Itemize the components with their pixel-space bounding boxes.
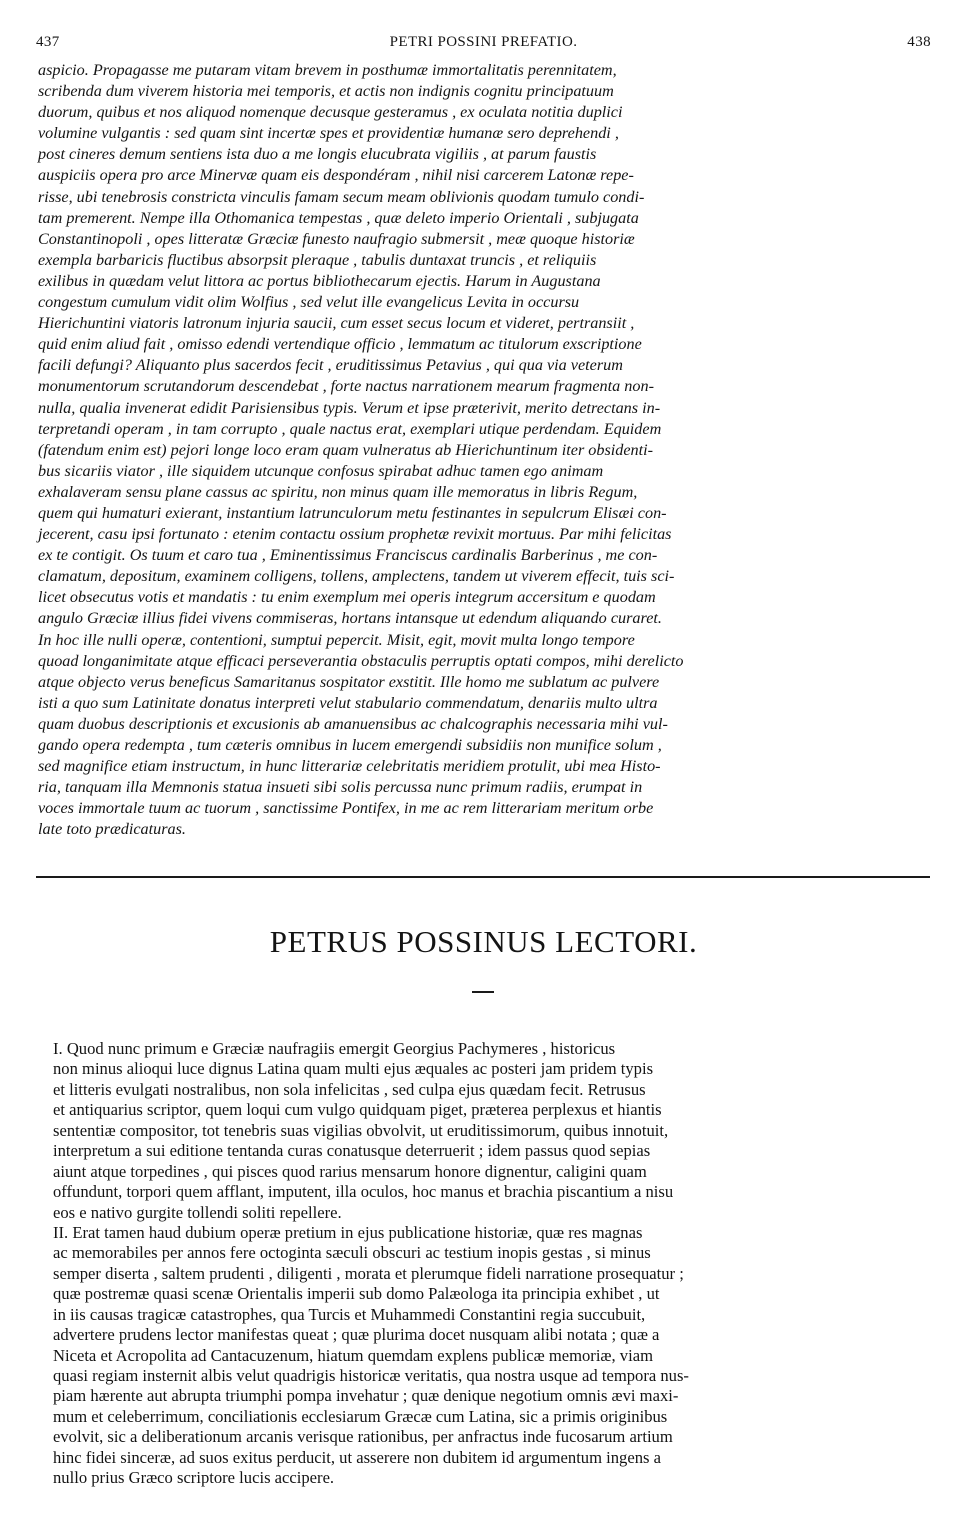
preface-line: Constantinopoli , opes litteratæ Græciæ funesto naufragio submersit , meæ quoque historiæ (38, 229, 635, 248)
preface-line: angulo Græciæ illius fidei vivens commiseras, hortans intansque ut edendum aliquando curaret. (38, 609, 662, 628)
preface-line: quam duobus descriptionis et excusionis ab amanuensibus ac chalcographis necessaria mihi vul- (38, 714, 668, 733)
preface-line: terpretandi operam , in tam corrupto , quale nactus erat, exemplari utique perdendam. Equidem (38, 419, 662, 438)
preface-line: quoad longanimitate atque efficaci perseverantia obstaculis perruptis optati compos, mihi derelicto (38, 651, 684, 670)
reader-line: I. Quod nunc primum e Græciæ naufragiis emergit Georgius Pachymeres , historicus (53, 1039, 616, 1058)
preface-line: exempla barbaricis fluctibus absorpsit pleraque , tabulis duntaxat truncis , et reliquiis (38, 250, 597, 269)
reader-line: piam hærente aut abrupta triumphi pompa invehatur ; quæ denique negotium omnis ævi maxi- (53, 1386, 679, 1406)
reader-line: II. Erat tamen haud dubium operæ pretium in ejus publicatione historiæ, quæ res magnas (53, 1222, 643, 1242)
preface-line: quem qui humaturi exierant, instantium latrunculorum metu festinantes in sepulcrum Elisæi con- (38, 503, 667, 522)
preface-line: tam premerent. Nempe illa Othomanica tempestas , quæ deleto imperio Orientali , subjugata (38, 208, 639, 227)
reader-line: evolvit, sic a deliberationum arcanis verisque rationibus, per anfractus inde fucosarum artium (53, 1427, 673, 1447)
preface-line: facili defungi? Aliquanto plus sacerdos fecit , eruditissimus Petavius , qui qua via veterum (38, 356, 623, 375)
preface-line: exhalaveram sensu plane cassus ac spiritu, non minus quam ille memoratus in libris Regum, (38, 482, 638, 501)
preface-line: risse, ubi tenebrosis constricta vinculis famam secum meam oblivionis quodam tumulo condi- (38, 187, 645, 206)
preface-line: Hierichuntini viatoris latronum injuria saucii, cum esset secus locum et videret, pertransiit , (38, 314, 635, 333)
preface-line: isti a quo sum Latinitate donatus interpreti velut stabulario commendatum, denariis multo ultra (38, 693, 658, 712)
section-divider (36, 876, 930, 878)
reader-line: et litteris evulgati nostralibus, non sola infelicitas , sed culpa ejus quædam fecit. Retrusus (53, 1079, 646, 1099)
reader-line: non minus alioqui luce dignus Latina quam multi ejus æquales ac posteri jam pridem typis (53, 1059, 654, 1079)
preface-line: (fatendum enim est) pejori longe loco eram quam vulneratus ab Hierichuntinum iter obsidenti- (38, 440, 654, 459)
reader-line: aiunt atque torpedines , qui pisces quod rarius mensarum honore dignentur, caligini quam (53, 1161, 647, 1181)
page-number-left: 437 (36, 34, 60, 50)
preface-line: clamatum, depositum, examinem colligens, tollens, amplectens, tandem ut viverem effecit, tuis sci- (38, 567, 675, 586)
preface-line: ria, tanquam illa Memnonis statua insueti sibi solis percussa nunc primum radiis, erumpat in (38, 778, 643, 797)
running-head-title: PETRI POSSINI PREFATIO. (389, 34, 578, 50)
reader-line: nullo prius Græco scriptore lucis accipere. (53, 1468, 335, 1488)
reader-line: in iis causas tragicæ catastrophes, qua Turcis et Muhammedi Constantini regia succubuit, (53, 1304, 646, 1324)
preface-line: bus sicariis viator , ille siquidem utcunque confosus spirabat adhuc tamen ego animam (38, 461, 604, 480)
reader-line: ac memorabiles per annos fere octoginta sæculi obscuri ac testium inopis gestas , si minus (53, 1243, 651, 1263)
reader-line: sententiæ compositor, tot tenebris suas vigilias obvolvit, ut eruditissimorum, quibus innotuit, (53, 1120, 669, 1140)
preface-line: ex te contigit. Os tuum et caro tua , Eminentissimus Franciscus cardinalis Barberinus , me con- (38, 546, 658, 565)
preface-line: exilibus in quædam velut littora ac portus bibliothecarum ejectis. Harum in Augustana (38, 271, 601, 290)
preface-text-block (38, 60, 928, 840)
preface-line: voces immortale tuum ac tuorum , sanctissime Pontifex, in me ac rem litterariam meritum orbe (38, 799, 654, 818)
reader-line: et antiquarius scriptor, quem loqui cum vulgo quidquam piget, præterea perplexus et hiantis (53, 1100, 662, 1120)
page-number-right: 438 (907, 34, 931, 50)
preface-line: sed magnifice etiam instructum, in hunc litterariæ celebritatis meridiem protulit, ubi mea Histo- (38, 757, 661, 776)
preface-line: jecerent, casu ipsi fortunato : etenim contactu ossium prophetæ revixit mortuus. Par mihi felicitas (38, 525, 672, 544)
reader-line: offundunt, torpori quem afflant, imputent, illa oculos, hoc manus et brachia piscantium a nisu (53, 1182, 674, 1202)
reader-line: advertere prudens lector manifestas queat ; quæ plurima docet nusquam alibi notata ; quæ a (53, 1325, 660, 1345)
reader-line: semper diserta , saltem prudenti , diligenti , morata et plerumque fideli narratione prosequatur ; (53, 1263, 684, 1283)
preface-line: gando opera redempta , tum cæteris omnibus in lucem emergendi subsidiis non munifice solum , (38, 736, 662, 754)
preface-line: nulla, qualia invenerat edidit Parisiensibus typis. Verum et ipse præterivit, merito detrectans in- (38, 398, 661, 417)
preface-line: monumentorum scrutandorum descendebat , forte nactus narrationem mearum fragmenta non- (38, 377, 654, 396)
reader-line: Niceta et Acropolita ad Cantacuzenum, hiatum quemdam explens publicæ memoriæ, viam (53, 1345, 653, 1365)
preface-line: aspicio. Propagasse me putaram vitam brevem in posthumæ immortalitatis perennitatem, (38, 61, 617, 79)
preface-line: post cineres demum sentiens ista duo a me longis elucubrata vigiliis , at parum faustis (38, 145, 597, 164)
preface-line: atque objecto verus beneficus Samaritanus sospitator exstitit. Ille homo me sublatum ac pulvere (38, 672, 660, 691)
reader-line: interpretum a sui editione tentanda curas conatusque deterruerit ; idem passus quod sepias (53, 1141, 651, 1161)
reader-line: hinc fidei sinceræ, ad suos exitus perducit, ut asserere non dubitem id argumentum ingens a (53, 1447, 661, 1467)
reader-line: mum et celeberrimum, conciliationis ecclesiarum Græcæ cum Latina, sic a primis originibus (53, 1406, 668, 1426)
reader-line: quæ postremæ quasi scenæ Orientalis imperii sub domo Palæologa ita principia exhibet , ut (53, 1284, 660, 1304)
preface-line: congestum cumulum vidit olim Wolfius , sed velut ille evangelicus Levita in occursu (38, 293, 580, 312)
reader-line: quasi regiam insternit albis velut quadrigis historicæ veritatis, qua nostra usque ad tempora nus- (53, 1366, 689, 1385)
preface-line: late toto prædicaturas. (38, 820, 186, 839)
preface-line: licet obsecutus votis et mandatis : tu enim exemplum mei operis integrum accersitum e quodam (38, 588, 656, 607)
preface-line: quid enim aliud fait , omisso edendi vertendique officio , lemmatum ac titulorum exscriptione (38, 335, 642, 354)
title-dash (472, 991, 494, 993)
reader-text-block (53, 1039, 925, 1489)
preface-line: duorum, quibus et nos aliquod nomenque decusque gesteramus , ex oculata notitia duplici (38, 103, 623, 122)
preface-line: scribenda dum viverem historia mei temporis, et actis non indignis cognitu principatuum (38, 82, 614, 101)
preface-line: In hoc ille nulli operæ, contentioni, sumptui pepercit. Misit, egit, movit multa longo tempore (38, 630, 635, 649)
preface-line: auspiciis opera pro arce Minervæ quam eis despondéram , nihil nisi carcerem Latonæ repe- (38, 166, 634, 185)
preface-line: volumine vulgantis : sed quam sint incertæ spes et providentiæ humanæ sero deprehendi , (38, 124, 619, 143)
reader-line: eos e nativo gurgite tollendi soliti repellere. (53, 1202, 342, 1222)
running-head (36, 34, 931, 56)
section-title: PETRUS POSSINUS LECTORI. (269, 924, 698, 959)
